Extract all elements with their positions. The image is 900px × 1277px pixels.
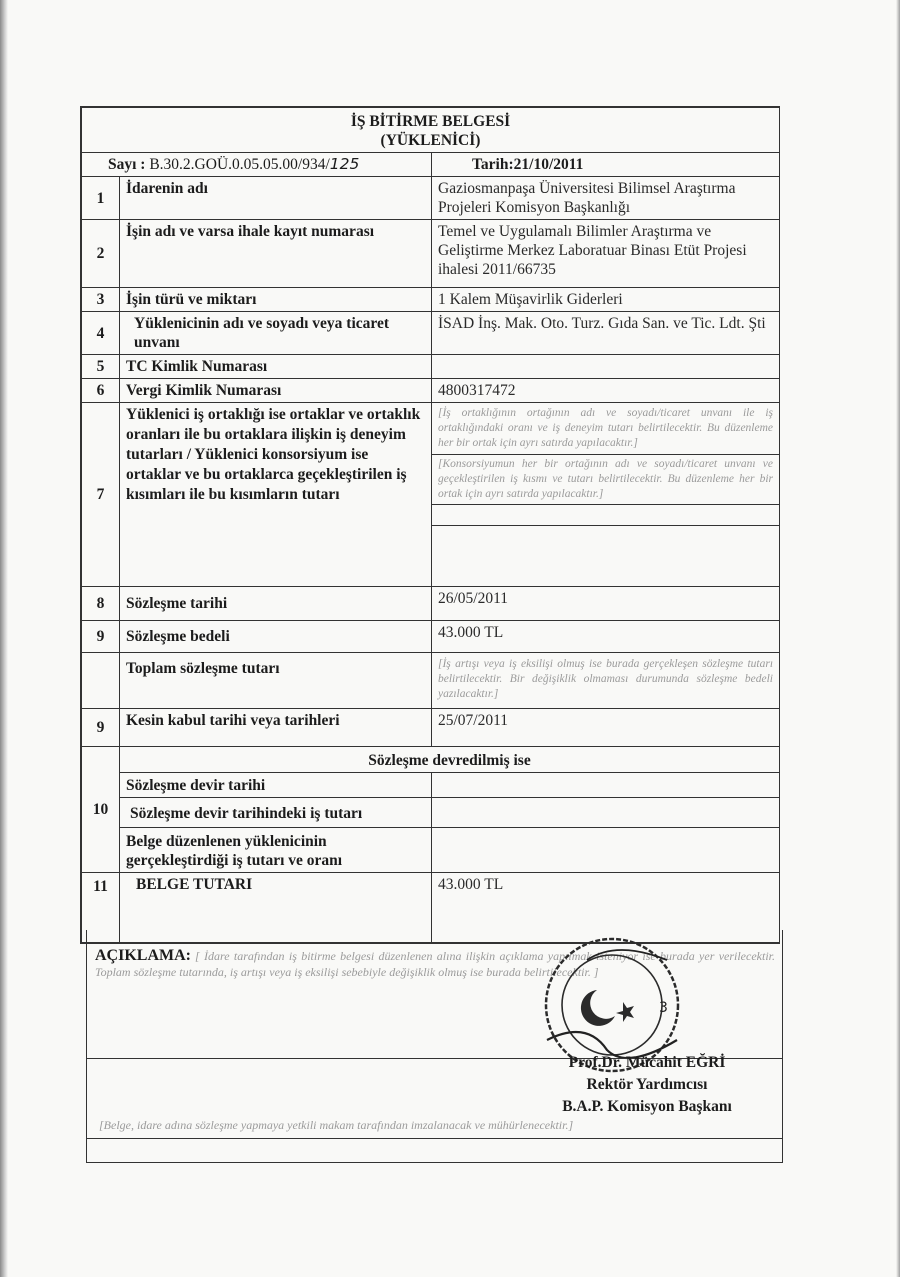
signatory-title-2: B.A.P. Komisyon Başkanı (562, 1098, 732, 1115)
row-value-devir-oran (432, 828, 780, 873)
row-label-tc-kimlik: TC Kimlik Numarası (120, 355, 432, 379)
row-label-isin-adi: İşin adı ve varsa ihale kayıt numarası (120, 220, 432, 288)
row-label-yuklenici: Yüklenicinin adı ve soyadı veya ticaret unvanı (120, 312, 432, 355)
table-row (82, 587, 780, 621)
signatory-name: Prof.Dr. Mücahit EĞRİ (568, 1054, 726, 1071)
row-label-kesin-kabul: Kesin kabul tarihi veya tarihleri (120, 709, 432, 747)
row-label-sozlesme-bedeli: Sözleşme bedeli (120, 621, 432, 653)
document-title (82, 108, 780, 153)
table-row (82, 747, 780, 773)
title-line-1: İŞ BİTİRME BELGESİ (350, 113, 511, 130)
certificate-form (80, 106, 780, 944)
row-number: 1 (82, 177, 120, 220)
row-label-devir-oran: Belge düzenlenen yüklenicinin gerçekleştirdiği iş tutarı ve oranı (120, 828, 432, 873)
signatory-title-1: Rektör Yardımcısı (586, 1076, 708, 1093)
row-label-devir-tutari: Sözleşme devir tarihindeki iş tutarı (120, 798, 432, 828)
table-row (82, 621, 780, 653)
row-value-devir-tarihi (432, 773, 780, 798)
row-number: 3 (82, 288, 120, 312)
row-label-idare: İdarenin adı (120, 177, 432, 220)
row-number (82, 653, 120, 709)
footer-hint: [Belge, idare adına sözleşme yapmaya yetkili makam tarafından imzalanacak ve mühürlenecektir.] (99, 1118, 574, 1132)
toplam-hint: [İş artışı veya iş eksilişi olmuş ise burada gerçekleşen sözleşme tutarı belirtilecektir. Bir değişiklik olmaması durumunda sözleşme bedeli yazılacaktır.] (438, 658, 774, 700)
row-value-yuklenici: İSAD İnş. Mak. Oto. Turz. Gıda San. ve Tic. Ldt. Şti (432, 312, 780, 355)
row-number: 4 (82, 312, 120, 355)
row-value-devir-tutari (432, 798, 780, 828)
divider (87, 1138, 782, 1139)
form-table (81, 107, 780, 943)
tarih-cell: Tarih:21/10/2011 (432, 153, 780, 177)
table-row (82, 828, 780, 873)
row-number: 9 (82, 709, 120, 747)
title-line-2: (YÜKLENİCİ) (380, 132, 481, 149)
row-number: 10 (82, 747, 120, 873)
row-value-ortaklik (432, 403, 780, 587)
table-row (82, 379, 780, 403)
table-row (82, 773, 780, 798)
konsorsiyum-box (432, 454, 779, 504)
row-number: 6 (82, 379, 120, 403)
row-number: 9 (82, 621, 120, 653)
stamp-number: 3 (659, 1000, 668, 1016)
row-value-vergi-kimlik: 4800317472 (432, 379, 780, 403)
table-row (82, 312, 780, 355)
table-row (82, 798, 780, 828)
row-number: 8 (82, 587, 120, 621)
table-row (82, 288, 780, 312)
ortaklik-hint: [İş ortaklığının ortağının adı ve soyadı/ticaret unvanı ile iş ortaklığındaki oranı ve iş deneyim tutarı belirtilecektir. Bu düzenleme her bir ortak için ayrı satırda yapılacaktır.] (438, 407, 774, 449)
sayi-handwritten: 125 (329, 155, 360, 173)
row-number: 7 (82, 403, 120, 587)
blank-line (432, 525, 779, 544)
scan-edge-right (896, 0, 900, 1277)
row-number: 11 (82, 873, 120, 943)
devir-heading: Sözleşme devredilmiş ise (120, 747, 780, 773)
row-label-isin-turu: İşin türü ve miktarı (120, 288, 432, 312)
table-row (82, 177, 780, 220)
row-value-idare: Gaziosmanpaşa Üniversitesi Bilimsel Araştırma Projeleri Komisyon Başkanlığı (432, 177, 780, 220)
table-row (82, 355, 780, 379)
row-value-sozlesme-tarihi: 26/05/2011 (432, 587, 780, 621)
row-value-belge-tutari: 43.000 TL (432, 873, 780, 943)
row-number: 5 (82, 355, 120, 379)
konsorsiyum-hint: [Konsorsiyumun her bir ortağının adı ve soyadı/ticaret unvanı ve geçekleştirilen iş kısmı ve tutarı belirtilecektir. Bu düzenleme her bir ortak için ayrı satırda yapılacaktır.] (438, 458, 774, 500)
signature-block (507, 1052, 787, 1118)
row-label-ortaklik: Yüklenici iş ortaklığı ise ortaklar ve ortaklık oranları ile bu ortaklara ilişkin iş deneyim tutarları / Yüklenici konsorsiyum ise ortaklar ve bu ortaklarca geçekleştirilen iş kısımları ile bu kısımların tutarı (120, 403, 432, 587)
blank-line (432, 504, 779, 525)
row-label-vergi-kimlik: Vergi Kimlik Numarası (120, 379, 432, 403)
row-label-devir-tarihi: Sözleşme devir tarihi (120, 773, 432, 798)
aciklama-label: AÇIKLAMA: (95, 947, 191, 964)
row-number: 2 (82, 220, 120, 288)
footer-section (86, 930, 783, 1163)
table-row (82, 709, 780, 747)
row-value-toplam (432, 653, 780, 709)
scan-edge-left (0, 0, 8, 1277)
row-label-belge-tutari: BELGE TUTARI (120, 873, 432, 943)
sayi-cell (82, 153, 432, 177)
aciklama-text: [ İdare tarafından iş bitirme belgesi düzenlenen alına ilişkin açıklama yapılmak isteniyor ise burada yer verilecektir. Toplam sözleşme tutarında, iş artışı veya iş eksilişi sebebiyle değişiklik olmuş ise burada belirtilecektir. ] (95, 949, 775, 979)
row-value-isin-adi: Temel ve Uygulamalı Bilimler Araştırma ve Geliştirme Merkez Laboratuar Binası Etüt Projesi ihalesi 2011/66735 (432, 220, 780, 288)
row-value-sozlesme-bedeli: 43.000 TL (432, 621, 780, 653)
row-value-tc-kimlik (432, 355, 780, 379)
row-label-sozlesme-tarihi: Sözleşme tarihi (120, 587, 432, 621)
table-row (82, 653, 780, 709)
row-value-kesin-kabul: 25/07/2011 (432, 709, 780, 747)
table-row (82, 403, 780, 587)
row-value-isin-turu: 1 Kalem Müşavirlik Giderleri (432, 288, 780, 312)
table-row (82, 220, 780, 288)
sayi-label: Sayı : (108, 156, 146, 173)
sayi-value: B.30.2.GOÜ.0.05.05.00/934/ (149, 156, 330, 173)
row-label-toplam: Toplam sözleşme tutarı (120, 653, 432, 709)
